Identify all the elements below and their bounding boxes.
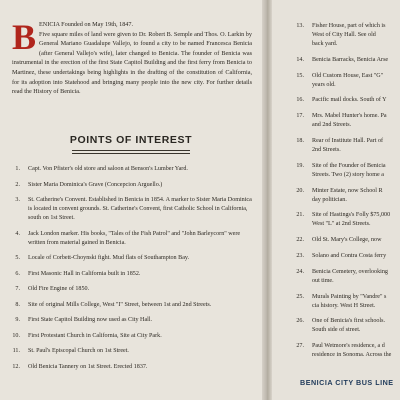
point-item	[286, 236, 400, 245]
point-number: 25.	[296, 293, 304, 300]
point-number: 4.	[15, 230, 20, 237]
point-text-line: day politician.	[312, 196, 347, 203]
point-item	[6, 316, 256, 325]
point-text: First Masonic Hall in California built in 1852.	[28, 270, 141, 277]
intro-paragraph	[12, 17, 252, 97]
point-item	[6, 301, 256, 310]
point-text-line: Minter Estate, now School R	[312, 187, 383, 194]
point-item	[286, 211, 400, 229]
point-text-line: Fisher House, part of which is	[312, 23, 386, 29]
point-text: Old Benicia Tannery on 1st Street. Erected 1837.	[28, 363, 148, 370]
point-text-line: out time.	[312, 277, 334, 284]
point-number: 19.	[296, 162, 304, 169]
title-rule-bottom	[72, 153, 190, 154]
point-item	[6, 230, 256, 248]
point-number: 22.	[296, 237, 304, 244]
point-number: 27.	[296, 343, 304, 350]
point-text-line: Rear of Institute Hall. Part of	[312, 137, 384, 144]
founding-line: ENICIA Founded on May 19th, 1847.	[39, 21, 134, 28]
point-item	[286, 72, 400, 90]
point-text-line: South side of street.	[312, 327, 361, 334]
point-item	[286, 112, 400, 130]
point-item	[6, 270, 256, 279]
point-text-line: West of City Hall. See old	[312, 32, 376, 38]
point-text-line: Site of Hastings's Folly $75,000	[312, 212, 391, 219]
point-text-line: One of Benicia's first schools.	[312, 318, 386, 325]
point-text-line: Site of the Founder of Benicia	[312, 162, 386, 169]
point-text: Site of original Mills College, West "I" Street, between 1st and 2nd Streets.	[28, 301, 212, 308]
point-item	[286, 96, 400, 105]
bus-line-heading: BENICIA CITY BUS LINE	[300, 378, 394, 387]
point-text-line: Benicia Barracks, Benicia Arse	[312, 56, 389, 63]
point-number: 6.	[15, 270, 20, 277]
point-text-line: Mrs. Mabel Hunter's home. Pa	[312, 113, 387, 120]
point-item	[286, 342, 400, 360]
point-number: 15.	[296, 72, 304, 79]
point-text: Old Fire Engine of 1850.	[28, 286, 90, 292]
point-text-line: Solano and Contra Costa ferry	[312, 252, 387, 259]
point-number: 2.	[15, 181, 20, 188]
point-text: Sister Maria Dominica's Grave (Concepcion Arguello.)	[28, 181, 163, 188]
point-number: 16.	[296, 97, 304, 104]
point-item	[6, 363, 256, 372]
point-number: 23.	[296, 252, 304, 259]
point-text-line: years old.	[312, 81, 336, 88]
point-text-line: Benicia Cemetery, overlooking	[312, 268, 388, 275]
title-rule-top	[72, 150, 190, 151]
drop-cap: B	[12, 17, 37, 57]
point-item	[6, 181, 256, 190]
point-number: 5.	[15, 255, 20, 261]
point-item	[286, 137, 400, 155]
point-text: St. Paul's Episcopal Church on 1st Street.	[28, 348, 129, 354]
point-item	[286, 252, 400, 261]
point-item	[286, 187, 400, 205]
point-item	[6, 332, 256, 341]
point-number: 24.	[296, 268, 304, 275]
point-number: 13.	[296, 23, 304, 29]
point-text-line: residence in Sonoma. Across the	[312, 352, 392, 359]
point-text-line: back yard.	[312, 41, 338, 47]
point-item	[286, 56, 400, 65]
points-list-right	[286, 22, 400, 367]
point-item	[286, 162, 400, 180]
point-text: Jack London marker. His books, "Tales of the Fish Patrol" and "John Barleycorn" were written from material gained in Benicia.	[28, 230, 241, 246]
point-item	[286, 317, 400, 335]
point-number: 11.	[12, 348, 20, 354]
point-item	[6, 347, 256, 356]
point-text: First State Capitol Building now used as City Hall.	[28, 317, 153, 323]
point-text-line: West "L" at 2nd Streets.	[312, 221, 371, 228]
right-page	[272, 0, 400, 400]
point-text-line: Streets. Two (2) story home a	[312, 171, 384, 178]
point-text-line: and 2nd Streets.	[312, 122, 352, 129]
point-item	[286, 22, 400, 49]
point-text: First Protestant Church in California, Site at City Park.	[28, 332, 162, 339]
point-item	[6, 254, 256, 263]
point-item	[286, 268, 400, 286]
points-of-interest-title: POINTS OF INTEREST	[69, 134, 193, 146]
page-gutter	[262, 0, 272, 400]
point-number: 14.	[296, 56, 304, 63]
point-text-line: Murals Painting by "Vandre" s	[312, 293, 387, 300]
point-item	[6, 196, 256, 223]
point-number: 9.	[15, 317, 20, 323]
point-number: 18.	[296, 137, 304, 144]
point-item	[6, 285, 256, 294]
point-number: 7.	[15, 286, 20, 292]
point-text: Capt. Von Pfister's old store and saloon at Benson's Lumber Yard.	[28, 166, 188, 172]
point-text-line: Old Custom House, East "G"	[312, 72, 384, 79]
point-number: 21.	[296, 212, 304, 219]
point-number: 12.	[12, 363, 20, 370]
point-item	[6, 165, 256, 174]
point-number: 8.	[15, 301, 20, 308]
point-number: 26.	[296, 318, 304, 325]
point-number: 1.	[15, 166, 20, 172]
point-text: St. Catherine's Convent. Established in Benicia in 1854. A marker to Sister Maria Dominica is located in convent grounds. St. Catherine's Convent, first Catholic School in California, south on 1st Street.	[28, 197, 252, 221]
intro-body: Five square miles of land were given to Dr. Robert B. Semple and Thos. O. Larkin by General Mariano Guadalupe Vallejo, to found a city to be named Francesca Benicia (after General Vallejo's wife), later changed to Benicia. The founder of Benicia was instrumental in the erection of the first State Capitol Building and the first ferry from Benicia to Martinez, these undertakings being highlights in the drafting of the constitution of California, for its adoption into Statehood and bringing many people into the new city. For further details read the History of Benicia.	[12, 30, 252, 96]
point-text-line: Pacific mail docks. South of Y	[312, 97, 387, 104]
point-text-line: cia history. West H Street.	[312, 302, 376, 309]
point-number: 3.	[15, 197, 20, 203]
point-item	[286, 293, 400, 311]
point-text: Locale of Corbett-Choynski fight. Mud flats of Southampton Bay.	[28, 255, 190, 261]
points-list-left	[6, 165, 256, 378]
point-text-line: Paul Wetmore's residence, a d	[312, 343, 385, 350]
point-text-line: 2nd Streets.	[312, 146, 341, 153]
point-number: 20.	[296, 187, 304, 194]
point-text-line: Old St. Mary's College, now	[312, 237, 382, 244]
point-number: 17.	[296, 113, 304, 120]
point-number: 10.	[12, 332, 20, 339]
